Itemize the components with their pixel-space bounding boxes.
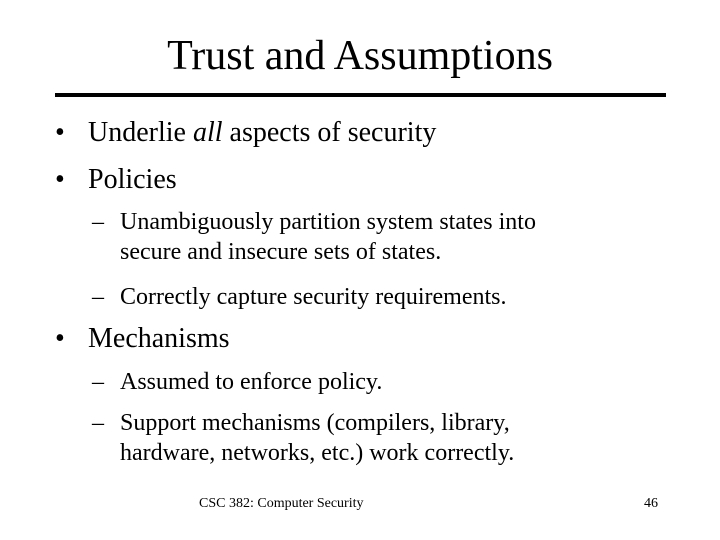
sub-bullet-support [92,408,515,468]
sub-bullet-line: Unambiguously partition system states into [120,209,536,235]
sub-bullet-line: hardware, networks, etc.) work correctly. [120,440,515,466]
dash-marker: – [92,209,104,235]
bullet-text: Mechanisms [88,323,230,354]
bullet-dot: • [55,164,65,195]
bullet-text-before: Underlie [88,117,193,148]
bullet-policies [55,163,177,197]
bullet-text: Policies [88,164,177,195]
dash-marker: – [92,284,104,310]
sub-bullet-line: Correctly capture security requirements. [120,284,507,310]
sub-bullet-line: Support mechanisms (compilers, library, [120,410,510,436]
sub-bullet-partition [92,207,536,267]
sub-bullet-line: Assumed to enforce policy. [120,369,383,395]
dash-marker: – [92,369,104,395]
title-divider [55,93,666,97]
bullet-dot: • [55,117,65,148]
slide-title: Trust and Assumptions [167,33,553,79]
bullet-text-after: aspects of security [222,117,437,148]
bullet-underlie [55,116,437,150]
bullet-dot: • [55,323,65,354]
sub-bullet-capture [92,282,507,312]
sub-bullet-line: secure and insecure sets of states. [120,239,442,265]
bullet-emphasis: all [192,117,223,148]
slide-number: 46 [644,496,658,511]
bullet-mechanisms [55,322,230,356]
dash-marker: – [92,410,104,436]
footer-course: CSC 382: Computer Security [199,496,364,511]
sub-bullet-enforce [92,367,383,397]
